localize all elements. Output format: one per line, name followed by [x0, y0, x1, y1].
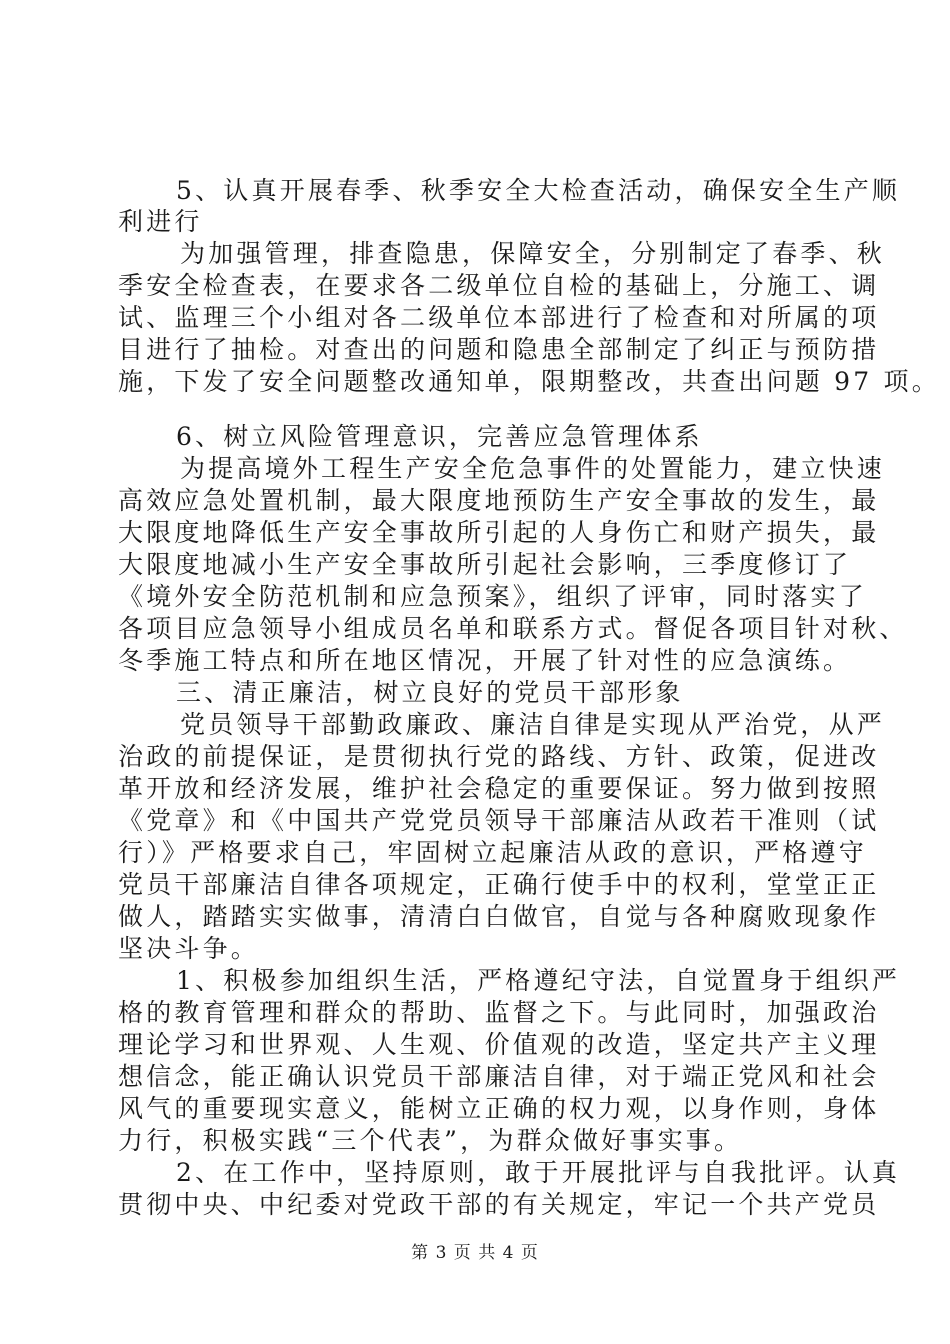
text-line: 《境外安全防范机制和应急预案》，组织了评审，同时落实了	[118, 582, 867, 611]
text-line: 为提高境外工程生产安全危急事件的处置能力，建立快速	[180, 454, 886, 483]
text-line: 做人，踏踏实实做事，清清白白做官，自觉与各种腐败现象作	[118, 902, 880, 931]
text-line: 党员干部廉洁自律各项规定，正确行使手中的权利，堂堂正正	[118, 870, 880, 899]
text-line: 2、在工作中，坚持原则，敢于开展批评与自我批评。认真	[176, 1158, 901, 1187]
text-line: 利进行	[118, 207, 203, 236]
text-line: 力行，积极实践“三个代表”，为群众做好事实事。	[118, 1126, 743, 1155]
text-line: 《党章》和《中国共产党党员领导干部廉洁从政若干准则（试	[118, 806, 880, 835]
text-line: 行）》严格要求自己，牢固树立起廉洁从政的意识，严格遵守	[118, 838, 867, 867]
text-line: 格的教育管理和群众的帮助、监督之下。与此同时，加强政治	[118, 998, 880, 1027]
text-line: 施，下发了安全问题整改通知单，限期整改，共查出问题 97 项。	[118, 367, 940, 396]
text-line: 党员领导干部勤政廉政、廉洁自律是实现从严治党，从严	[180, 710, 886, 739]
section-heading-6: 6、树立风险管理意识，完善应急管理体系	[176, 422, 703, 451]
text-line: 风气的重要现实意义，能树立正确的权力观，以身作则，身体	[118, 1094, 880, 1123]
text-line: 试、监理三个小组对各二级单位本部进行了检查和对所属的项	[118, 303, 880, 332]
section-heading-5: 5、认真开展春季、秋季安全大检查活动，确保安全生产顺	[176, 176, 901, 205]
text-line: 想信念，能正确认识党员干部廉洁自律，对于端正党风和社会	[118, 1062, 880, 1091]
text-line: 理论学习和世界观、人生观、价值观的改造，坚定共产主义理	[118, 1030, 880, 1059]
text-line: 治政的前提保证，是贯彻执行党的路线、方针、政策，促进改	[118, 742, 880, 771]
text-line: 大限度地减小生产安全事故所引起社会影响，三季度修订了	[118, 550, 852, 579]
text-line: 1、积极参加组织生活，严格遵纪守法，自觉置身于组织严	[176, 966, 901, 995]
text-line: 贯彻中央、中纪委对党政干部的有关规定，牢记一个共产党员	[118, 1190, 880, 1219]
section-heading-3: 三、清正廉洁，树立良好的党员干部形象	[176, 678, 684, 707]
text-line: 各项目应急领导小组成员名单和联系方式。督促各项目针对秋、	[118, 614, 908, 643]
text-line: 大限度地降低生产安全事故所引起的人身伤亡和财产损失，最	[118, 518, 880, 547]
text-line: 季安全检查表，在要求各二级单位自检的基础上，分施工、调	[118, 271, 880, 300]
page-footer: 第 3 页 共 4 页	[411, 1243, 539, 1263]
text-line: 冬季施工特点和所在地区情况，开展了针对性的应急演练。	[118, 646, 852, 675]
text-line: 坚决斗争。	[118, 934, 260, 963]
text-line: 为加强管理，排查隐患，保障安全，分别制定了春季、秋	[180, 239, 886, 268]
text-line: 目进行了抽检。对查出的问题和隐患全部制定了纠正与预防措	[118, 335, 880, 364]
text-line: 高效应急处置机制，最大限度地预防生产安全事故的发生，最	[118, 486, 880, 515]
text-line: 革开放和经济发展，维护社会稳定的重要保证。努力做到按照	[118, 774, 880, 803]
